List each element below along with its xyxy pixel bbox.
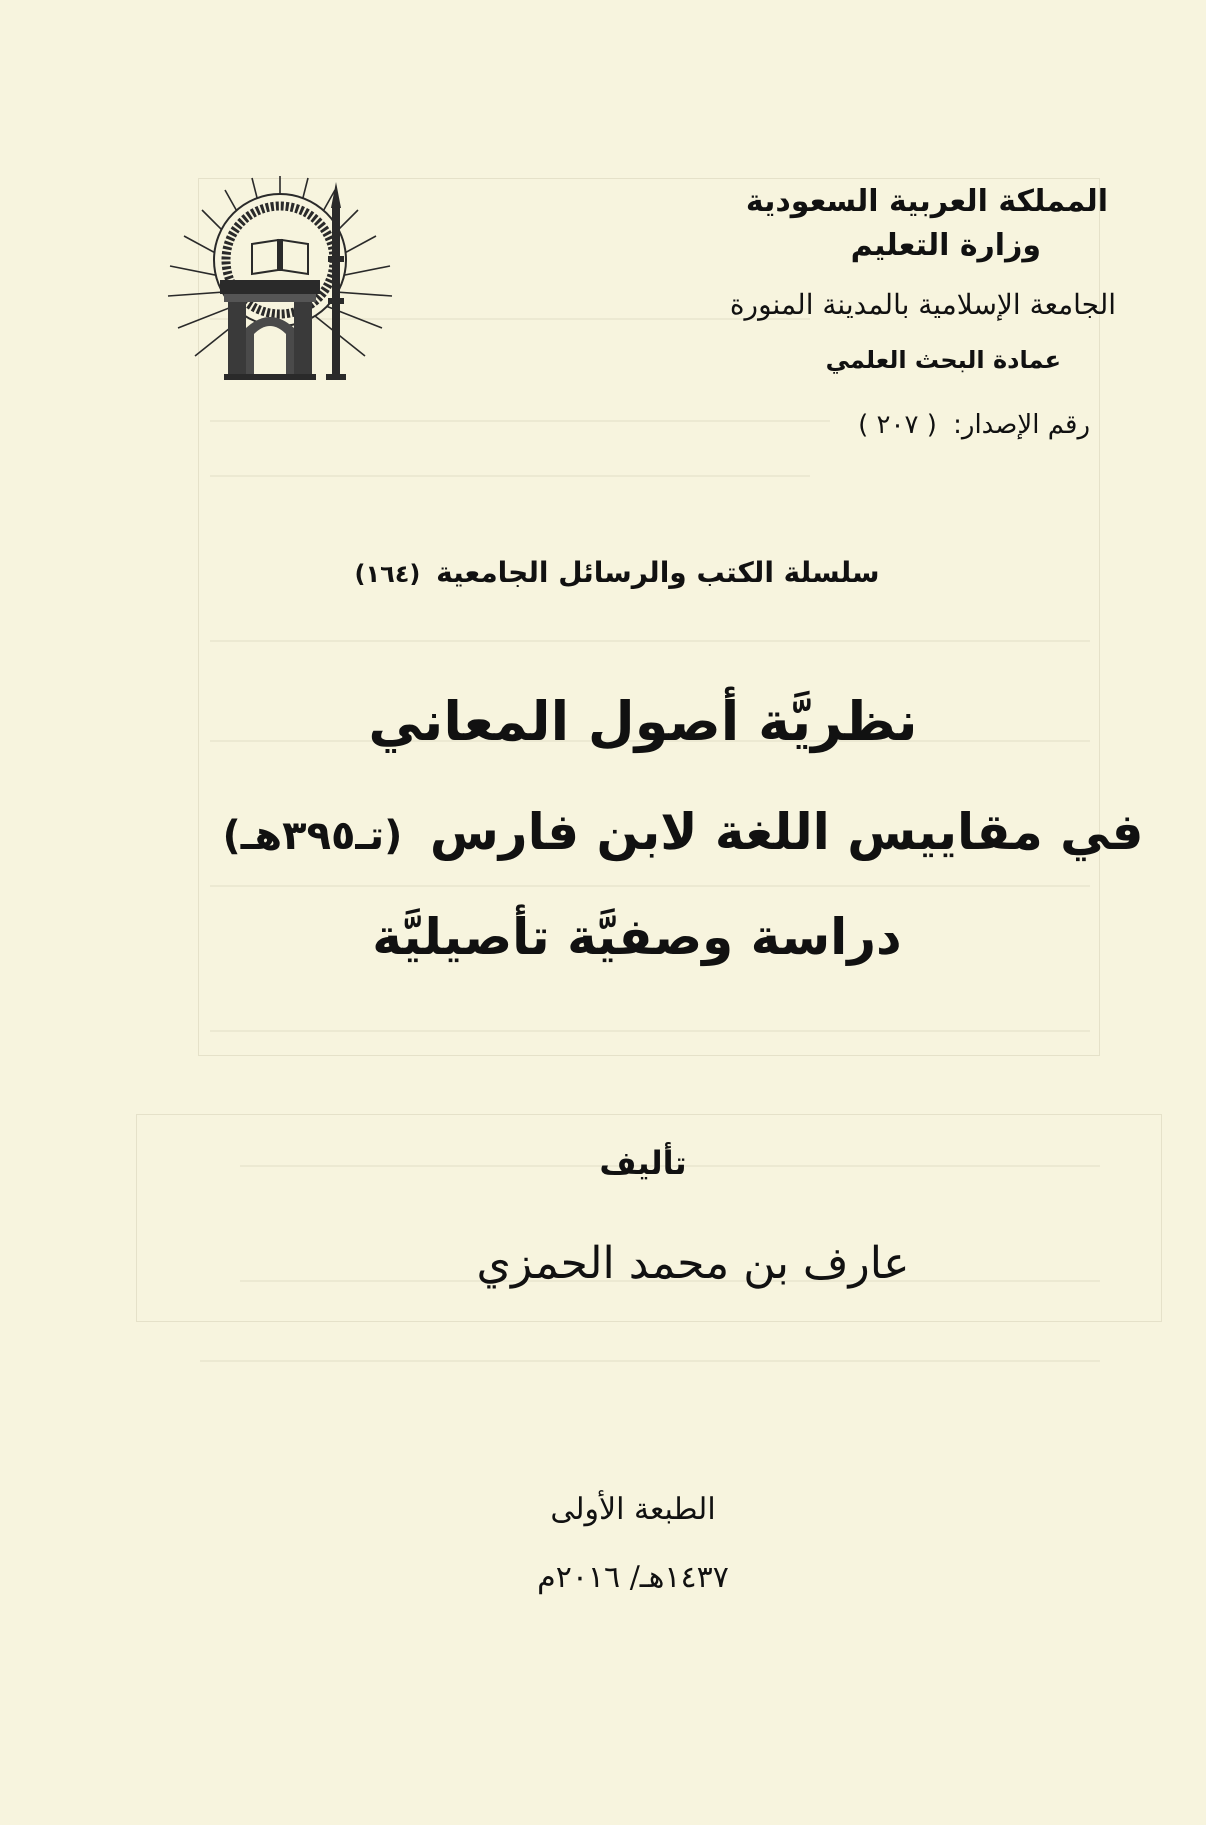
university-seal-logo <box>160 168 400 408</box>
edition-date: ١٤٣٧هـ/ ٢٠١٦م <box>537 1560 729 1595</box>
issue-number-line <box>858 410 1090 440</box>
book-title-line-1: نظريَّة أصول المعاني <box>368 690 918 753</box>
show-through-rule <box>210 475 810 477</box>
show-through-rule <box>200 1360 1100 1362</box>
book-title-line-3: دراسة وصفيَّة تأصيليَّة <box>372 908 902 966</box>
book-title-line-2 <box>0 803 1206 861</box>
issue-label: رقم الإصدار: <box>953 410 1090 440</box>
deanship-name: عمادة البحث العلمي <box>825 346 1061 374</box>
book-title-death-date: (تـ٣٩٥هـ) <box>222 813 403 859</box>
seal-book-icon <box>252 240 308 274</box>
issue-number: ( ٢٠٧ ) <box>858 410 937 440</box>
edition-label: الطبعة الأولى <box>550 1492 716 1527</box>
ministry-name: وزارة التعليم <box>850 228 1041 263</box>
university-name: الجامعة الإسلامية بالمدينة المنورة <box>729 288 1116 321</box>
show-through-rule <box>210 640 1090 642</box>
author-label: تأليف <box>599 1144 687 1182</box>
series-line <box>0 556 1206 589</box>
show-through-rule <box>210 885 1090 887</box>
show-through-rule <box>210 1030 1090 1032</box>
seal-gate-icon <box>220 280 320 380</box>
show-through-rule <box>210 420 830 422</box>
author-name: عارف بن محمد الحمزي <box>476 1238 910 1289</box>
series-title: سلسلة الكتب والرسائل الجامعية <box>436 556 880 589</box>
country-name: المملكة العربية السعودية <box>745 184 1108 219</box>
book-title-line-2-text: في مقاييس اللغة لابن فارس <box>429 803 1144 861</box>
series-number: (١٦٤) <box>354 560 421 588</box>
